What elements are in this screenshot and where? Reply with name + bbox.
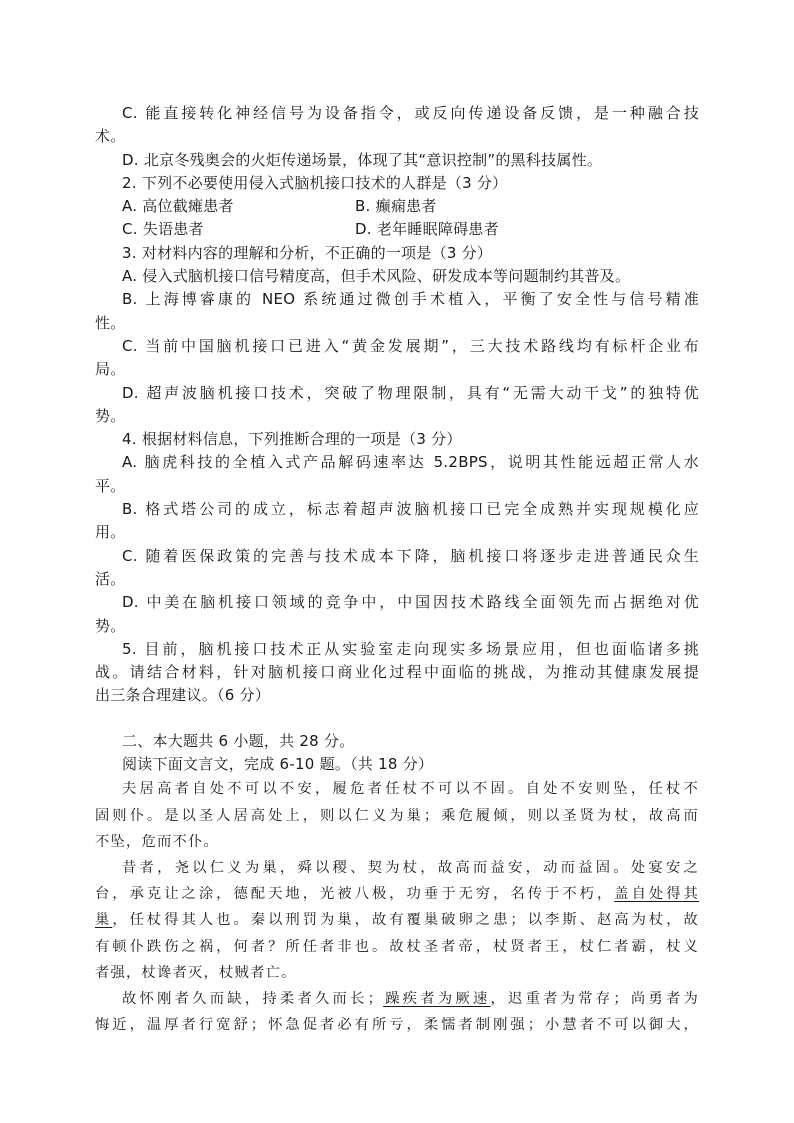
underlined-phrase-1b: 巢 xyxy=(95,912,113,929)
passage-p1-line2: 固则仆。是以圣人居高处上，则以仁义为巢；乘危履倾，则以圣贤为杖，故高而 xyxy=(95,807,699,824)
passage-p2-line1: 昔者，尧以仁义为巢，舜以稷、契为杖，故高而益安，动而益固。处宴安之 xyxy=(122,859,699,876)
q3-option-b-line2: 性。 xyxy=(95,313,126,332)
document-page xyxy=(95,102,699,1038)
q4-option-a-line1: A. 脑虎科技的全植入式产品解码速率达 5.2BPS，说明其性能远超正常人水 xyxy=(122,453,699,472)
underlined-phrase-1a: 盖自处得其 xyxy=(614,886,699,903)
passage-p1-line3: 不坠，危而不仆。 xyxy=(95,833,219,850)
q5-line3: 出三条合理建议。（6 分） xyxy=(95,686,271,705)
q5-line2: 战。请结合材料，针对脑机接口商业化过程中面临的挑战，为推动其健康发展提 xyxy=(95,663,699,682)
q1-option-c-line2: 术。 xyxy=(95,127,126,146)
q2-option-b: B. 癫痫患者 xyxy=(355,197,437,216)
q2-stem: 2. 下列不必要使用侵入式脑机接口技术的人群是（3 分） xyxy=(122,173,508,192)
passage-p2-line2 xyxy=(95,881,699,907)
passage-p2-line4: 有顿仆跌伤之祸，何者？所任者非也。故杖圣者帝，杖贤者王，杖仁者霸，杖义 xyxy=(95,938,699,955)
underlined-phrase-2: 躁疾者为厥速 xyxy=(383,990,491,1007)
passage-p3-line1-post: ，迟重者为常存；尚勇者为 xyxy=(490,990,700,1007)
q2-option-c: C. 失语患者 xyxy=(122,220,204,239)
passage-p2-line3 xyxy=(95,907,699,933)
q1-option-d: D. 北京冬残奥会的火炬传递场景，体现了其“意识控制”的黑科技属性。 xyxy=(122,150,603,169)
q3-option-d-line2: 势。 xyxy=(95,406,126,425)
passage-p2-line5: 者强，杖谗者灭，杖贼者亡。 xyxy=(95,964,297,981)
q4-option-b-line1: B. 格式塔公司的成立，标志着超声波脑机接口已完全成熟并实现规模化应 xyxy=(122,500,699,519)
q2-option-d: D. 老年睡眠障碍患者 xyxy=(355,220,499,239)
passage-p1-line1: 夫居高者自处不可以不安，履危者任杖不可以不固。自处不安则坠，任杖不 xyxy=(122,781,699,798)
q3-stem: 3. 对材料内容的理解和分析，不正确的一项是（3 分） xyxy=(122,243,493,262)
passage-p2-line2-text: 台，承克让之涂，德配天地，光被八极，功垂于无穷，名传于不朽， xyxy=(95,886,615,903)
section2-intro: 阅读下面文言文，完成 6-10 题。（共 18 分） xyxy=(122,755,434,774)
q3-option-a: A. 侵入式脑机接口信号精度高，但手术风险、研发成本等问题制约其普及。 xyxy=(122,267,631,286)
q3-option-c-line1: C. 当前中国脑机接口已进入“黄金发展期”，三大技术路线均有标杆企业布 xyxy=(122,336,699,355)
passage-p2-line3-text: ，任杖得其人也。秦以刑罚为巢，故有覆巢破卵之患；以李斯、赵高为杖，故 xyxy=(112,912,699,929)
section2-header: 二、本大题共 6 小题，共 28 分。 xyxy=(122,731,355,750)
q3-option-b-line1: B. 上海博睿康的 NEO 系统通过微创手术植入，平衡了安全性与信号精准 xyxy=(122,290,699,309)
q4-option-a-line2: 平。 xyxy=(95,476,126,495)
q2-options-row1 xyxy=(95,195,699,218)
q4-option-c-line2: 活。 xyxy=(95,569,126,588)
passage-p3-line1-pre: 故怀刚者久而缺，持柔者久而长； xyxy=(122,990,384,1007)
q4-option-b-line2: 用。 xyxy=(95,523,126,542)
q5-line1: 5. 目前，脑机接口技术正从实验室走向现实多场景应用，但也面临诸多挑 xyxy=(122,639,699,658)
classical-passage xyxy=(95,776,699,1038)
q4-option-d-line2: 势。 xyxy=(95,616,126,635)
q1-option-c-line1: C. 能直接转化神经信号为设备指令，或反向传递设备反馈，是一种融合技 xyxy=(122,104,699,122)
q3-option-d-line1: D. 超声波脑机接口技术，突破了物理限制，具有“无需大动干戈”的独特优 xyxy=(122,383,699,402)
q2-option-a: A. 高位截瘫患者 xyxy=(122,197,234,216)
section-spacer xyxy=(95,708,699,730)
passage-p3-line1 xyxy=(95,986,699,1012)
q3-option-c-line2: 局。 xyxy=(95,360,126,379)
q4-option-c-line1: C. 随着医保政策的完善与技术成本下降，脑机接口将逐步走进普通民众生 xyxy=(122,546,699,565)
q2-options-row2 xyxy=(95,218,699,241)
passage-p3-line2: 悔近，温厚者行宽舒；怀急促者必有所亏，柔懦者制刚强；小慧者不可以御大， xyxy=(95,1017,699,1034)
q4-option-d-line1: D. 中美在脑机接口领域的竞争中，中国因技术路线全面领先而占据绝对优 xyxy=(122,593,699,612)
q4-stem: 4. 根据材料信息，下列推断合理的一项是（3 分） xyxy=(122,430,462,449)
